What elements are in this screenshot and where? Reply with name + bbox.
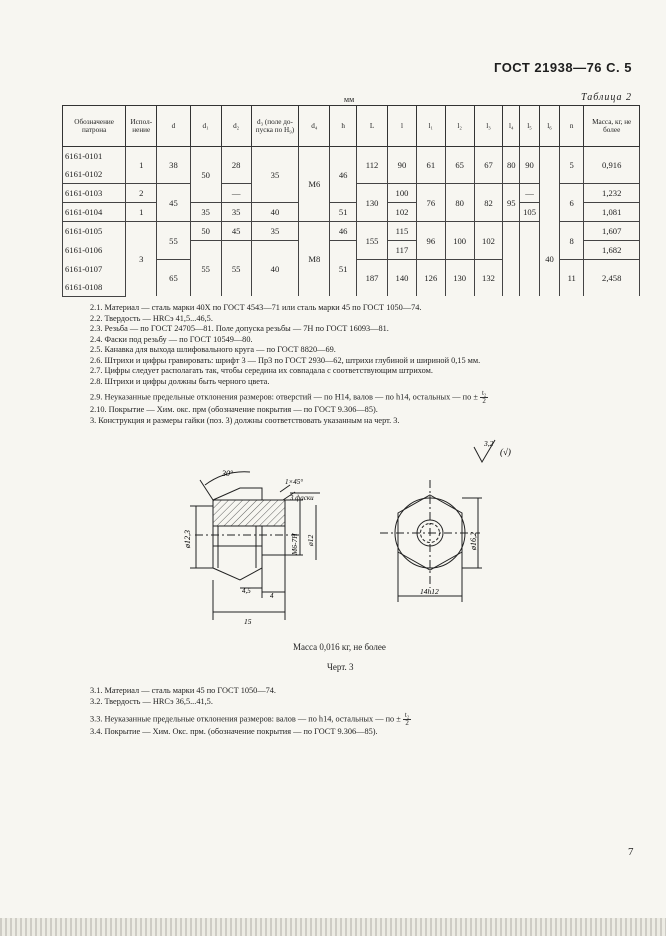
cell-l: 140 bbox=[388, 260, 417, 297]
table-label: Таблица 2 bbox=[581, 92, 632, 103]
cell-code: 6161-0105 bbox=[63, 222, 126, 241]
cell-n: 11 bbox=[560, 260, 584, 297]
note: 2.7. Цифры следует располагать так, чтобы середина их совпадала с соответствующим штрихом. bbox=[90, 366, 433, 375]
cell-d3: 35 bbox=[251, 147, 299, 203]
col-l1: l₁ bbox=[416, 106, 445, 147]
cell-L: 187 bbox=[356, 260, 387, 297]
cell-d1: 50 bbox=[190, 147, 221, 203]
cell-l5: 105 bbox=[520, 203, 540, 222]
cell-d4: M6 bbox=[299, 147, 330, 222]
scan-edge bbox=[0, 918, 666, 936]
cell-version: 3 bbox=[126, 222, 157, 297]
cell-d3: 40 bbox=[251, 203, 299, 222]
col-d2: d₂ bbox=[221, 106, 251, 147]
cell-l2: 100 bbox=[445, 222, 474, 260]
cell-l1: 76 bbox=[416, 184, 445, 222]
cell-d4: M8 bbox=[299, 222, 330, 297]
cell-mass: 0,916 bbox=[584, 147, 640, 184]
label-chamfer: 1×45° bbox=[285, 478, 304, 486]
label-15: 15 bbox=[244, 617, 252, 626]
cell-mass: 1,607 bbox=[584, 222, 640, 241]
cell-version: 2 bbox=[126, 184, 157, 203]
col-d: d bbox=[157, 106, 190, 147]
fraction bbox=[403, 712, 411, 727]
col-d1: d₁ bbox=[190, 106, 221, 147]
cell-code: 6161-0107 bbox=[63, 260, 126, 278]
col-l2: l₂ bbox=[445, 106, 474, 147]
cell-code: 6161-0101 bbox=[63, 147, 126, 166]
cell-l3: 102 bbox=[474, 222, 503, 260]
col-mass: Масса, кг, не более bbox=[584, 106, 640, 147]
cell-mass: 1,081 bbox=[584, 203, 640, 222]
label-14h12: 14h12 bbox=[420, 587, 439, 596]
cell-h: 51 bbox=[330, 203, 357, 222]
cell-L: 112 bbox=[356, 147, 387, 184]
cell-d3: 35 bbox=[251, 222, 299, 241]
note: 2.5. Канавка для выхода шлифовального круга — по ГОСТ 8820—69. bbox=[90, 345, 336, 354]
cell-mass: 2,458 bbox=[584, 260, 640, 297]
cell-l3: 132 bbox=[474, 260, 503, 297]
cell-d1: 55 bbox=[190, 241, 221, 297]
cell-d2: 45 bbox=[221, 222, 251, 241]
figure-caption: Черт. 3 bbox=[327, 662, 354, 672]
cell-version: 1 bbox=[126, 147, 157, 184]
label-roughness: 3,2 bbox=[484, 439, 494, 448]
cell-l6: 40 bbox=[540, 222, 560, 297]
col-d3: d₃ (поле до-пуска по H₉) bbox=[251, 106, 299, 147]
col-d4: d₄ bbox=[299, 106, 330, 147]
cell-n: 8 bbox=[560, 222, 584, 260]
cell-version: 1 bbox=[126, 203, 157, 222]
cell-d: 45 bbox=[157, 184, 190, 222]
fraction-num: t₂ bbox=[481, 389, 487, 397]
label-angle: 30° bbox=[222, 469, 234, 478]
note: 3.4. Покрытие — Хим. Окс. прм. (обозначение покрытия — по ГОСТ 9.306—85). bbox=[90, 727, 378, 736]
note: 2.1. Материал — сталь марки 40Х по ГОСТ 4543—71 или сталь марки 45 по ГОСТ 1050—74. bbox=[90, 303, 422, 312]
cell-d2: 55 bbox=[221, 241, 251, 297]
cell-d2: 35 bbox=[221, 203, 251, 222]
note-text: 3.3. Неуказанные предельные отклонения размеров: валов — по h14, остальных — по ± bbox=[90, 714, 401, 724]
cell-d: 65 bbox=[157, 260, 190, 297]
cell-l5: 90 bbox=[520, 147, 540, 184]
note: 2.6. Штрихи и цифры гравировать: шрифт 3 — Пр3 по ГОСТ 2930—62, штрихи глубиной и шириной 0,15 мм. bbox=[90, 355, 481, 365]
cell-l5: — bbox=[520, 184, 540, 203]
cell-l2: 130 bbox=[445, 260, 474, 297]
cell-l4: 95 bbox=[503, 184, 520, 222]
cell-d: 38 bbox=[157, 147, 190, 184]
cell-l3: 67 bbox=[474, 147, 503, 184]
cell-d2: 28 bbox=[221, 147, 251, 184]
note: 2.3. Резьба — по ГОСТ 24705—81. Поле допуска резьбы — 7Н по ГОСТ 16093—81. bbox=[90, 324, 389, 333]
col-l5: l₅ bbox=[520, 106, 540, 147]
cell-code: 6161-0102 bbox=[63, 165, 126, 184]
col-version: Испол-нение bbox=[126, 106, 157, 147]
col-l3: l₃ bbox=[474, 106, 503, 147]
cell-d3: 40 bbox=[251, 241, 299, 297]
cell-h: 51 bbox=[330, 241, 357, 297]
col-l4: l₄ bbox=[503, 106, 520, 147]
units-label: мм bbox=[344, 95, 355, 104]
cell-l4: 80 bbox=[503, 147, 520, 184]
cell-l3: 82 bbox=[474, 184, 503, 222]
label-d123: ø12,3 bbox=[183, 530, 192, 548]
cell-code: 6161-0104 bbox=[63, 203, 126, 222]
col-l: l bbox=[388, 106, 417, 147]
cell-n: 5 bbox=[560, 147, 584, 184]
cell-h: 46 bbox=[330, 147, 357, 203]
col-designation: Обозначение патрона bbox=[63, 106, 126, 147]
cell-h: 46 bbox=[330, 222, 357, 241]
label-4: 4 bbox=[270, 592, 274, 600]
note-text: 2.9. Неуказанные предельные отклонения размеров: отверстий — по H14, валов — по h14, остальных — по ± bbox=[90, 392, 478, 402]
label-d12: ø12 bbox=[306, 534, 315, 546]
cell-l: 117 bbox=[388, 241, 417, 260]
cell-l2: 80 bbox=[445, 184, 474, 222]
col-L: L bbox=[356, 106, 387, 147]
cell-L: 130 bbox=[356, 184, 387, 222]
note: 2.10. Покрытие — Хим. окс. прм (обозначение покрытия — по ГОСТ 9.306—85). bbox=[90, 405, 378, 414]
label-d162: ø16,2 bbox=[469, 532, 478, 550]
col-n: n bbox=[560, 106, 584, 147]
col-h: h bbox=[330, 106, 357, 147]
cell-l1: 126 bbox=[416, 260, 445, 297]
cell-d2: — bbox=[221, 184, 251, 203]
note: 2.2. Твердость — HRCэ 41,5...46,5. bbox=[90, 313, 213, 323]
fraction-den: 2 bbox=[405, 719, 409, 727]
cell-l1: 61 bbox=[416, 147, 445, 184]
cell-mass: 1,232 bbox=[584, 184, 640, 203]
cell-l: 100 bbox=[388, 184, 417, 203]
label-m6: М6-7Н bbox=[290, 533, 299, 555]
cell-mass: 1,682 bbox=[584, 241, 640, 260]
fraction-den: 2 bbox=[482, 397, 486, 405]
cell-l1: 96 bbox=[416, 222, 445, 260]
cell-d1: 50 bbox=[190, 222, 221, 241]
note: 3. Конструкция и размеры гайки (поз. 3) должны соответствовать указанным на черт. 3. bbox=[90, 415, 400, 425]
fraction-num: t₂ bbox=[404, 711, 410, 719]
note: 3.1. Материал — сталь марки 45 по ГОСТ 1050—74. bbox=[90, 686, 276, 695]
note: 3.2. Твердость — HRCэ 36,5...41,5. bbox=[90, 696, 213, 706]
cell-l: 115 bbox=[388, 222, 417, 241]
standard-header: ГОСТ 21938—76 С. 5 bbox=[494, 60, 632, 75]
cell-code: 6161-0106 bbox=[63, 241, 126, 260]
page-number: 7 bbox=[628, 846, 634, 858]
notes-section-3 bbox=[90, 686, 630, 738]
cell-d: 55 bbox=[157, 222, 190, 260]
label-roughness-paren: (√) bbox=[500, 447, 511, 457]
note: 2.8. Штрихи и цифры должны быть черного цвета. bbox=[90, 376, 270, 386]
mass-caption: Масса 0,016 кг, не более bbox=[293, 642, 386, 652]
col-l6: l₆ bbox=[540, 106, 560, 147]
cell-l: 102 bbox=[388, 203, 417, 222]
cell-L: 155 bbox=[356, 222, 387, 260]
cell-code: 6161-0108 bbox=[63, 278, 126, 297]
label-45: 4,5 bbox=[242, 587, 251, 595]
note-with-fraction bbox=[90, 712, 630, 727]
cell-n: 6 bbox=[560, 184, 584, 222]
note: 2.4. Фаски под резьбу — по ГОСТ 10549—80. bbox=[90, 334, 253, 344]
cell-l2: 65 bbox=[445, 147, 474, 184]
cell-d1: 35 bbox=[190, 203, 221, 222]
label-chamfer-note: 3 фаски bbox=[290, 494, 314, 502]
cell-l: 90 bbox=[388, 147, 417, 184]
cell-code: 6161-0103 bbox=[63, 184, 126, 203]
